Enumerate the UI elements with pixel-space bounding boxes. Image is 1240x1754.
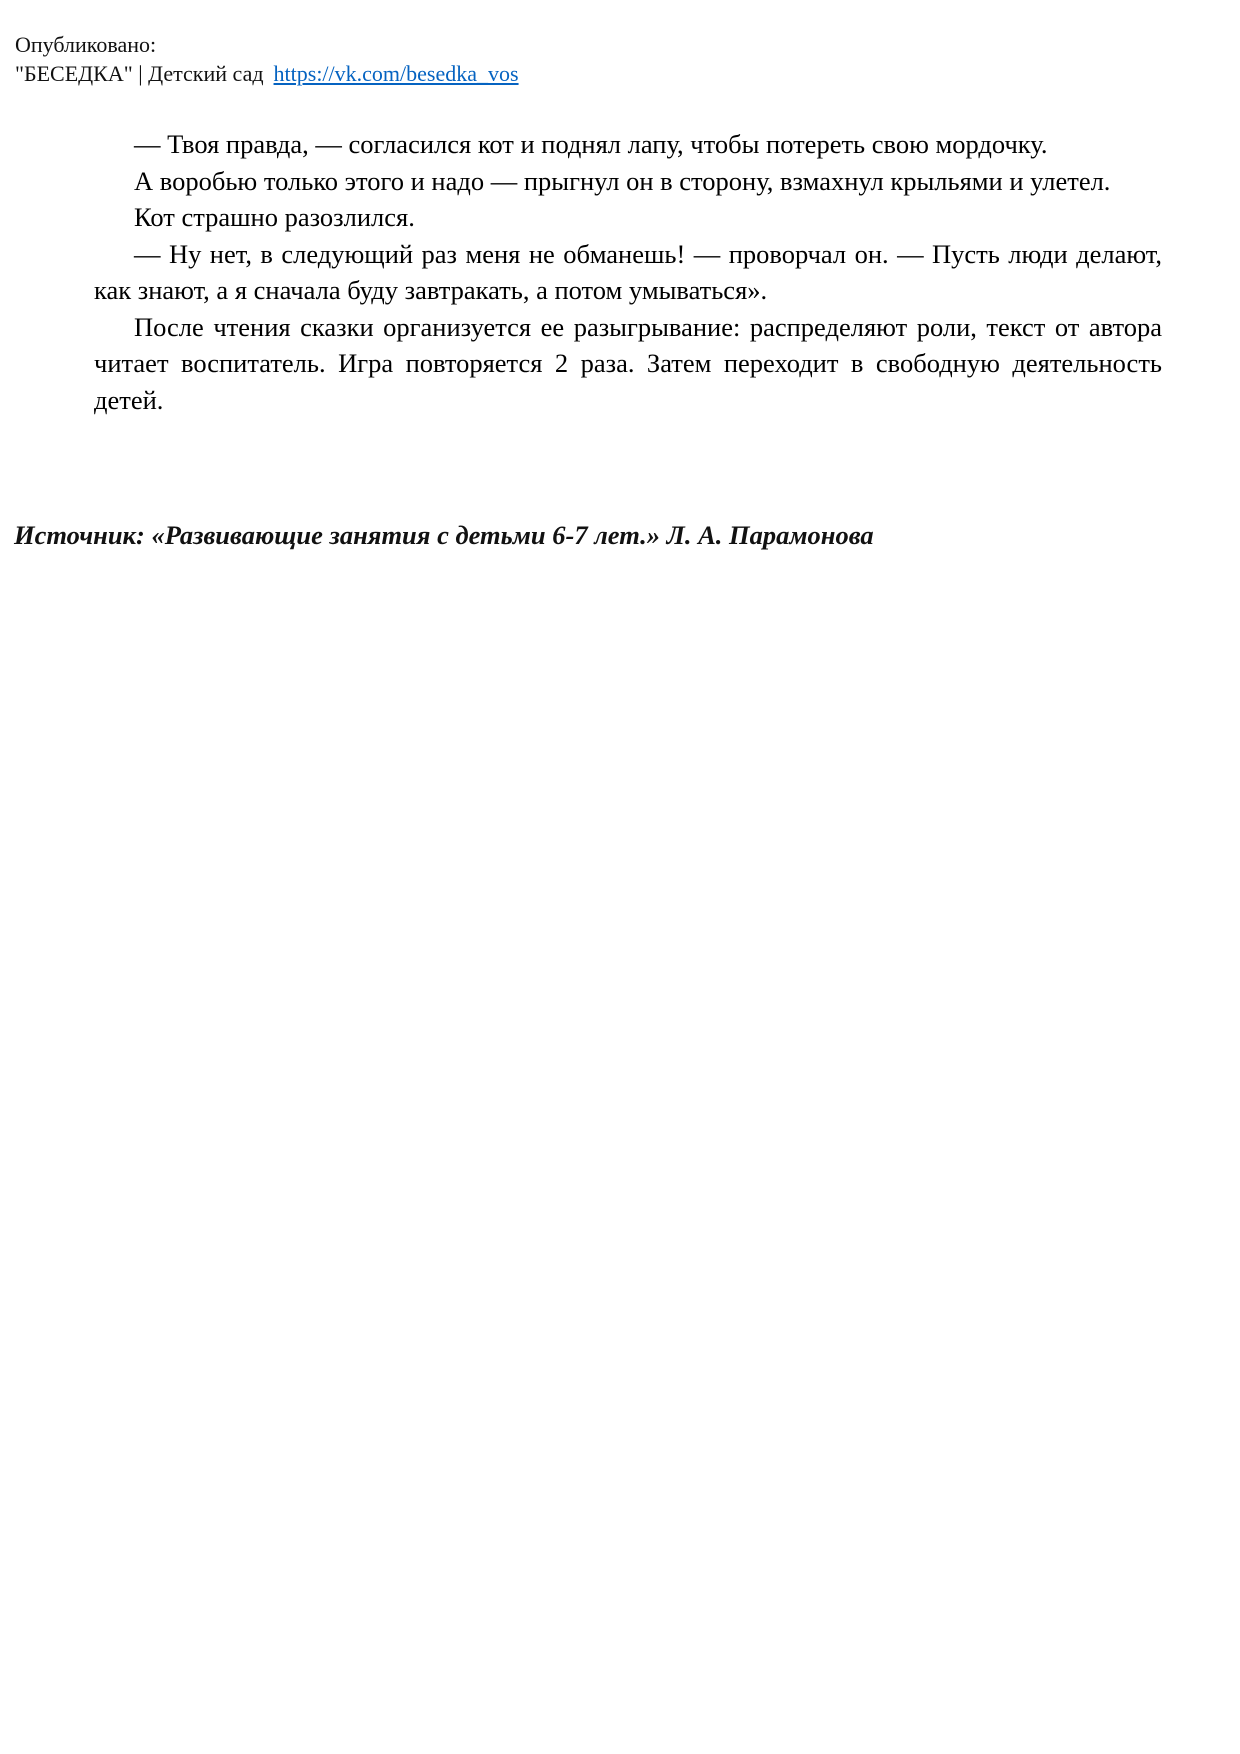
publisher-name: "БЕСЕДКА" | Детский сад: [15, 61, 264, 86]
publication-header: [15, 30, 519, 88]
source-citation: Источник: «Развивающие занятия с детьми 6-7 лет.» Л. А. Парамонова: [14, 520, 874, 550]
vk-link[interactable]: https://vk.com/besedka_vos: [273, 61, 519, 86]
paragraph: Кот страшно разозлился.: [134, 202, 415, 232]
story-text: [94, 126, 1162, 418]
paragraph: После чтения сказки организуется ее разыгрывание: распределяют роли, текст от автора читает воспитатель. Игра повторяется 2 раза. Затем переходит в свободную деятельность детей.: [94, 311, 1162, 415]
paragraph: — Ну нет, в следующий раз меня не обманешь! — проворчал он. — Пусть люди делают, как знают, а я сначала буду завтракать, а потом умываться».: [94, 238, 1162, 305]
paragraph: А воробью только этого и надо — прыгнул он в сторону, взмахнул крыльями и улетел.: [134, 165, 1111, 196]
publisher-line: [15, 59, 519, 88]
published-label: Опубликовано:: [15, 32, 157, 57]
paragraph: — Твоя правда, — согласился кот и поднял лапу, чтобы потереть свою мордочку.: [134, 129, 1048, 159]
